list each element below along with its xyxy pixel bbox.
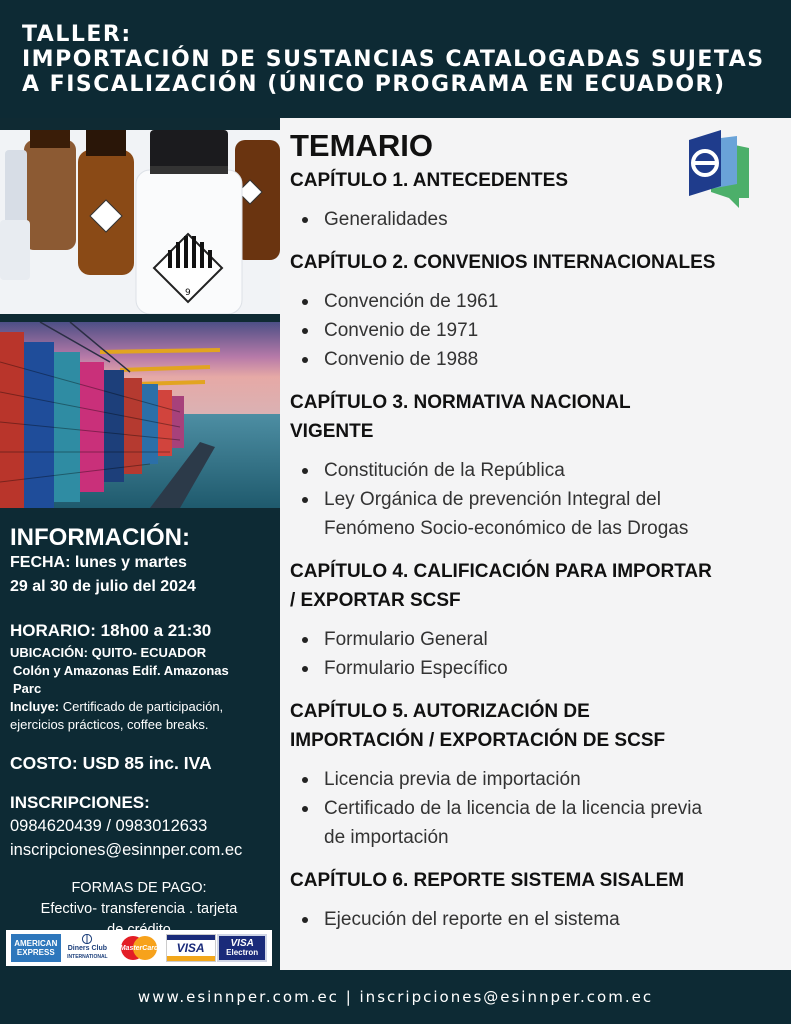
list-item-line-1: Ley Orgánica de prevención Integral del: [324, 489, 661, 510]
chapter-5-title-line-1: CAPÍTULO 5. AUTORIZACIÓN DE: [290, 701, 590, 722]
pago-title: FORMAS DE PAGO:: [71, 880, 207, 896]
costo: COSTO: USD 85 inc. IVA: [10, 753, 212, 773]
list-item: Formulario General: [290, 625, 760, 654]
direccion-line-1: Colón y Amazonas Edif. Amazonas: [13, 663, 229, 678]
diners-label-1: Diners Club: [67, 945, 108, 952]
incluye-line-2: ejercicios prácticos, coffee breaks.: [10, 717, 209, 732]
header-line-3: A FISCALIZACIÓN (ÚNICO PROGRAMA EN ECUADOR): [22, 72, 726, 97]
chapter-5-title-line-2: IMPORTACIÓN / EXPORTACIÓN DE SCSF: [290, 730, 666, 751]
chapter-5: [290, 697, 760, 852]
chemical-bottles-photo: [0, 130, 280, 314]
chapters-list: [290, 166, 760, 948]
inscripciones-label: INSCRIPCIONES:: [10, 793, 150, 812]
visa-label: VISA: [176, 940, 205, 955]
footer-bar: [0, 970, 791, 1024]
chapter-1: [290, 166, 760, 234]
incluye-line-1: [10, 698, 280, 716]
list-item: Convenio de 1971: [290, 316, 760, 345]
list-item: Constitución de la República: [290, 456, 760, 485]
horario: HORARIO: 18h00 a 21:30: [10, 621, 212, 640]
chapter-4-title-line-1: CAPÍTULO 4. CALIFICACIÓN PARA IMPORTAR: [290, 561, 712, 582]
chapter-6: [290, 866, 760, 934]
mastercard-icon: [114, 934, 164, 962]
header-line-1: TALLER:: [22, 22, 132, 47]
temario-title: TEMARIO: [290, 128, 433, 163]
container-ship-illustration: [0, 322, 280, 508]
payment-cards: [6, 930, 272, 966]
list-item: Formulario Específico: [290, 654, 760, 683]
chapter-1-title: CAPÍTULO 1. ANTECEDENTES: [290, 170, 568, 191]
fecha-label: FECHA: lunes y martes: [10, 554, 187, 571]
ubicacion: UBICACIÓN: QUITO- ECUADOR: [10, 645, 207, 660]
pago-line-1: Efectivo- transferencia . tarjeta: [40, 901, 238, 917]
list-item: [290, 794, 760, 852]
visa-electron-label-1: VISA: [230, 938, 254, 949]
info-heading: INFORMACIÓN:: [10, 524, 190, 551]
header-line-2: IMPORTACIÓN DE SUSTANCIAS CATALOGADAS SUJETAS: [22, 47, 765, 72]
list-item: Convención de 1961: [290, 287, 760, 316]
list-item: Generalidades: [290, 205, 760, 234]
chapter-4: [290, 557, 760, 683]
amex-label: AMERICAN EXPRESS: [14, 939, 58, 957]
header-banner: [0, 0, 791, 118]
visa-electron-label-2: Electron: [226, 948, 259, 957]
chapter-3: [290, 388, 760, 543]
chapter-3-title-line-2: VIGENTE: [290, 421, 374, 442]
visa-electron-card-icon: [217, 934, 267, 962]
info-panel: [0, 510, 280, 970]
container-port-photo: [0, 322, 280, 508]
footer-links[interactable]: www.esinnper.com.ec | inscripciones@esinnper.com.ec: [137, 988, 654, 1006]
list-item: [290, 485, 760, 543]
list-item-line-2: Fenómeno Socio-económico de las Drogas: [324, 518, 689, 539]
direccion-line-2: Parc: [13, 681, 42, 696]
telefonos: 0984620439 / 0983012633: [10, 817, 208, 835]
temario-panel: [280, 118, 791, 970]
list-item: Licencia previa de importación: [290, 765, 760, 794]
incluye-label: Incluye:: [10, 699, 60, 714]
fecha-detail: 29 al 30 de julio del 2024: [10, 578, 196, 595]
list-item: Convenio de 1988: [290, 345, 760, 374]
svg-text:9: 9: [185, 288, 191, 298]
bottles-illustration: [0, 130, 280, 314]
chapter-5-title: [290, 697, 760, 755]
list-item-line-1: Certificado de la licencia de la licencia previa: [324, 798, 703, 819]
chapter-4-title-line-2: / EXPORTAR SCSF: [290, 590, 461, 611]
list-item-line-2: de importación: [324, 827, 449, 848]
chapter-6-title: CAPÍTULO 6. REPORTE SISTEMA SISALEM: [290, 870, 685, 891]
chapter-2-title: CAPÍTULO 2. CONVENIOS INTERNACIONALES: [290, 252, 716, 273]
diners-label-2: INTERNATIONAL: [67, 954, 108, 960]
list-item: Ejecución del reporte en el sistema: [290, 905, 760, 934]
chapter-3-title-line-1: CAPÍTULO 3. NORMATIVA NACIONAL: [290, 392, 631, 413]
diners-logo-icon: [80, 934, 94, 944]
chapter-3-title: [290, 388, 760, 446]
mastercard-label: MasterCard: [119, 944, 159, 952]
amex-card-icon: [11, 934, 61, 962]
email-link[interactable]: inscripciones@esinnper.com.ec: [10, 841, 243, 859]
incluye-text-1: Certificado de participación,: [59, 699, 224, 714]
chapter-2: [290, 248, 760, 374]
chapter-4-title: [290, 557, 760, 615]
visa-card-icon: [166, 934, 216, 962]
diners-card-icon: [62, 934, 112, 962]
